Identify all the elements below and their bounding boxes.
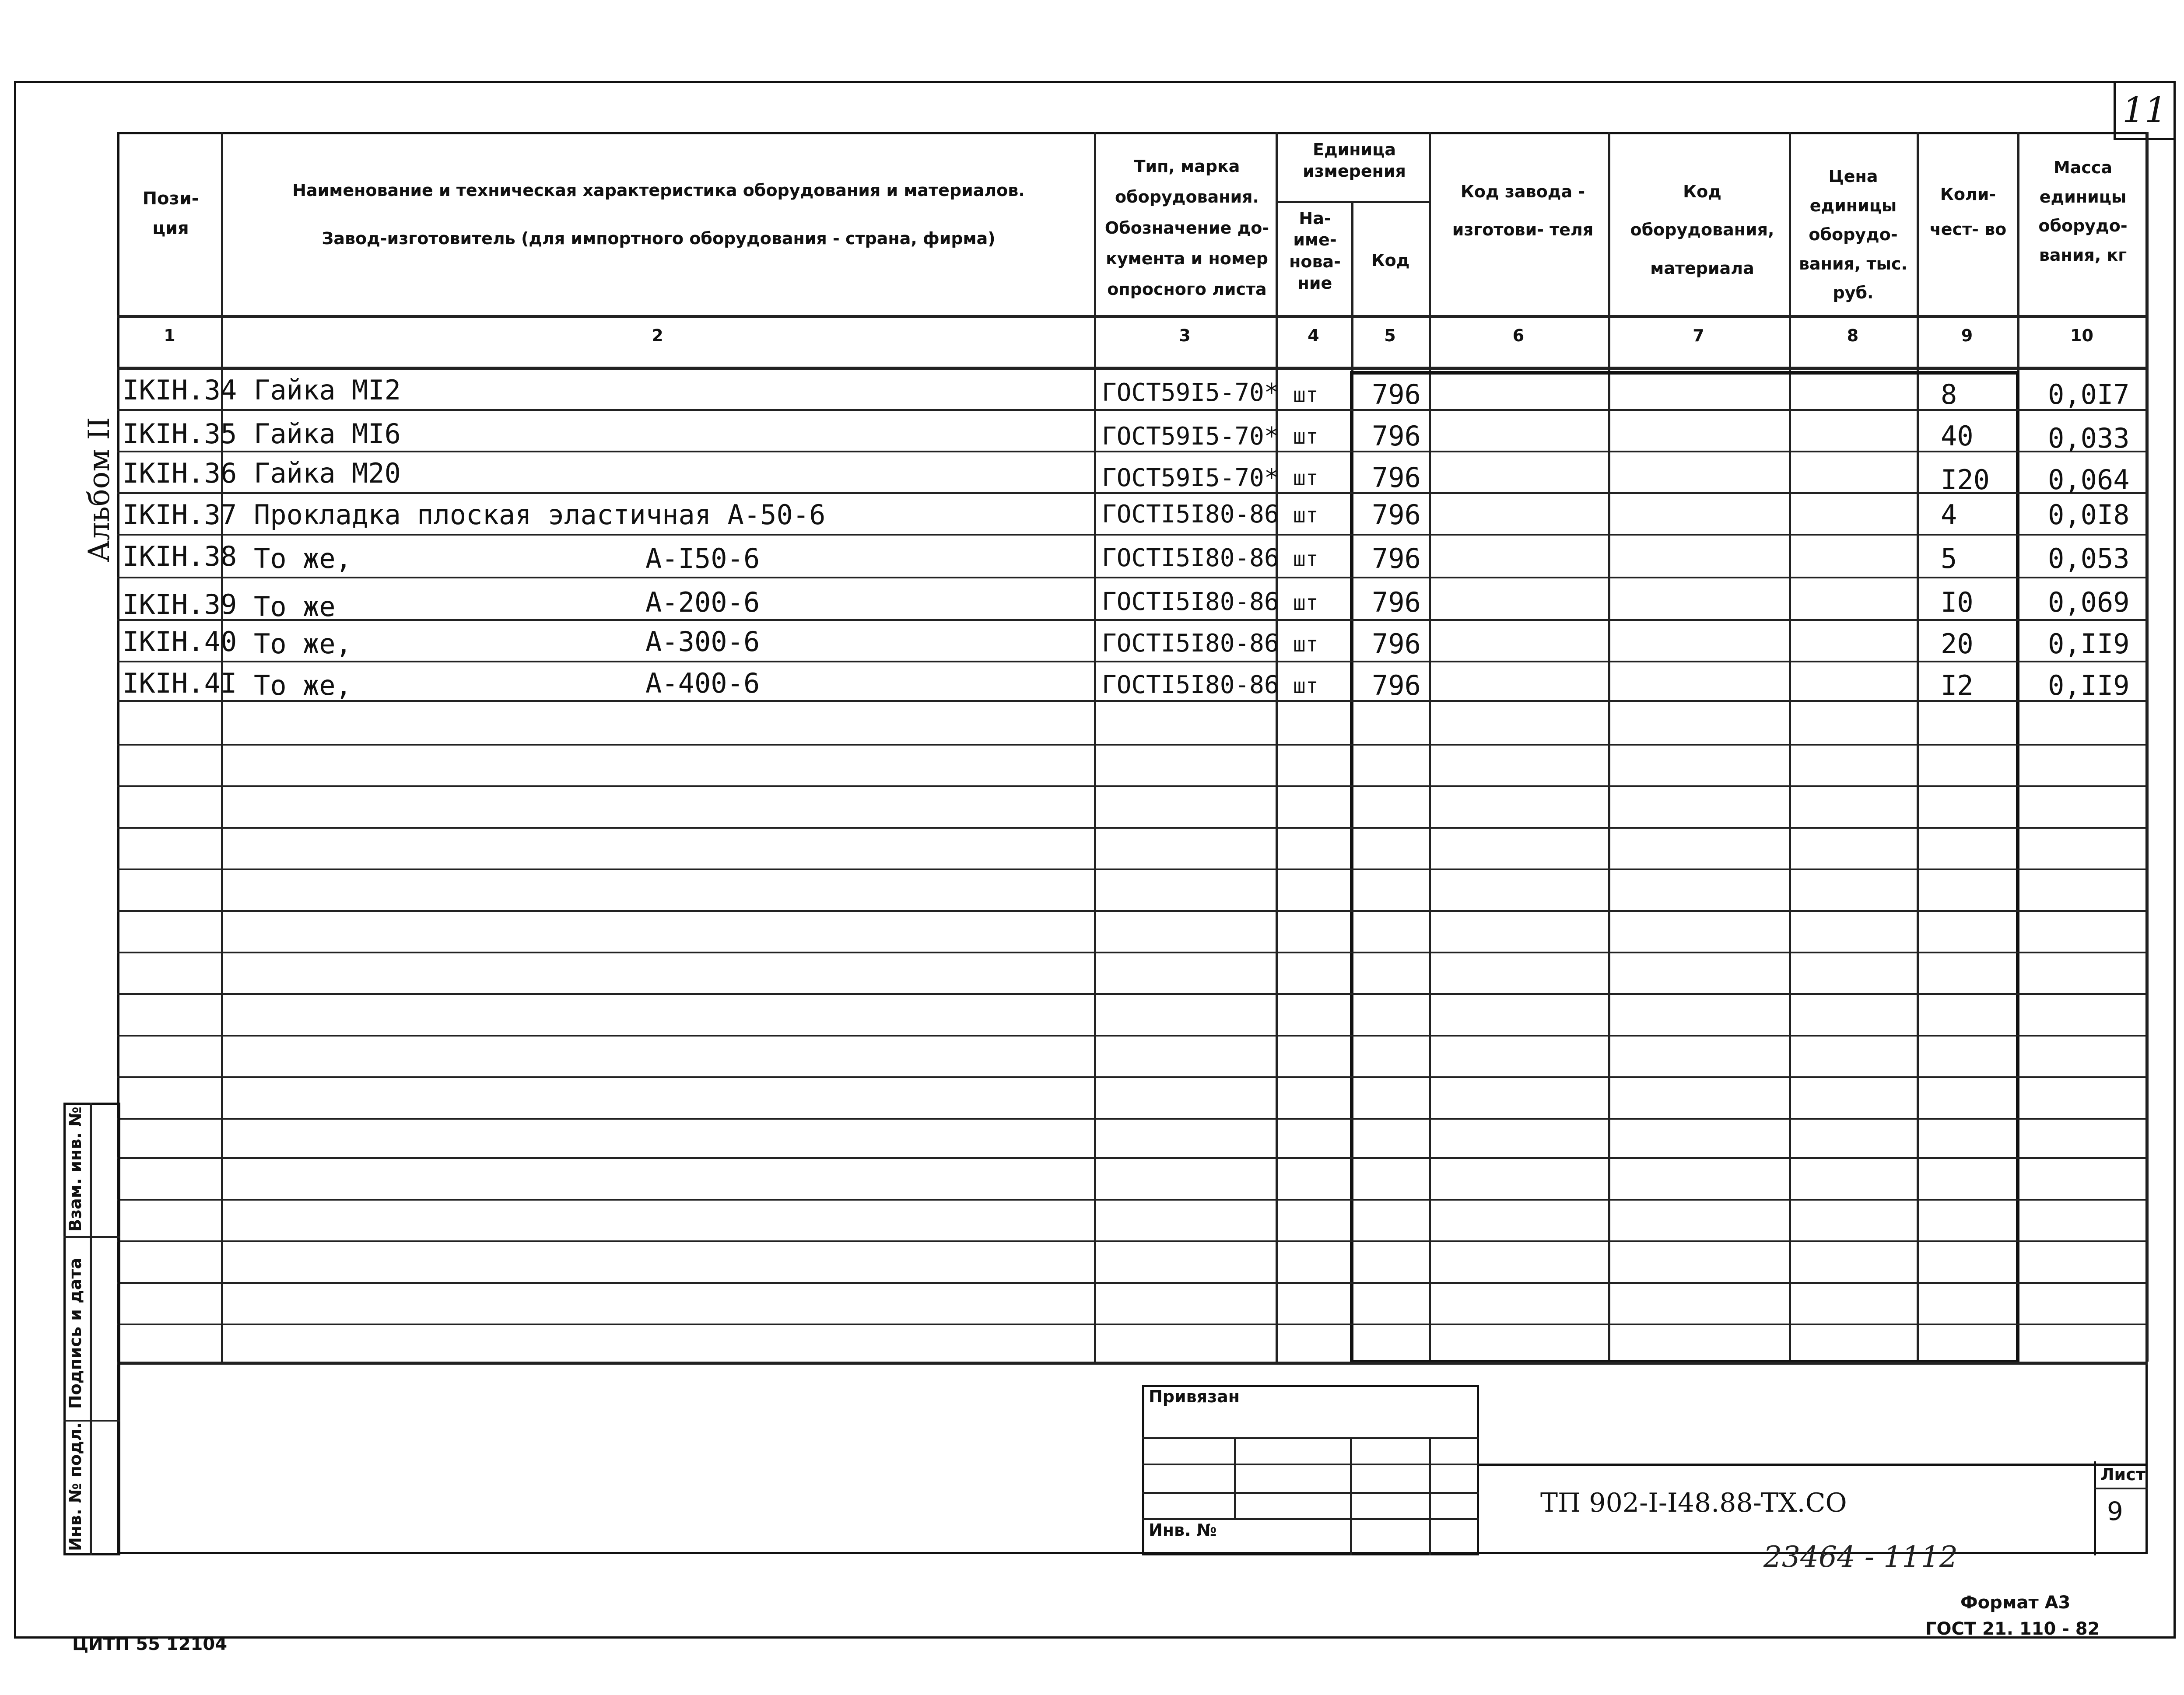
row-line <box>117 869 2148 870</box>
row-name-suffix: A-300-6 <box>645 626 760 658</box>
row-doc: ГОСТI5I80-86 <box>1102 544 1279 572</box>
row-code: 796 <box>1372 628 1421 660</box>
row-position: IKIH.35 <box>123 418 237 450</box>
row-qty: 20 <box>1941 628 1974 660</box>
col-number-10: 10 <box>2070 326 2093 345</box>
row-position: IKIH.34 <box>123 374 237 406</box>
row-line <box>117 1199 2148 1201</box>
col-number-1: 1 <box>164 326 175 345</box>
side-podpis-data: Подпись и дата <box>66 1257 85 1409</box>
row-unit: шт <box>1293 591 1318 615</box>
side-stamp-line <box>63 1420 120 1422</box>
unit-divider <box>1276 201 1429 203</box>
row-line <box>117 577 2148 578</box>
row-code: 796 <box>1372 669 1421 701</box>
row-qty: I0 <box>1941 586 1974 618</box>
row-qty: 4 <box>1941 499 1957 531</box>
row-position: IKIH.39 <box>123 588 237 620</box>
row-position: IKIH.38 <box>123 540 237 572</box>
header-col8: Цена единицы оборудо- вания, тыс. руб. <box>1799 167 1907 302</box>
row-unit: шт <box>1293 632 1318 657</box>
row-line <box>117 534 2148 536</box>
privyazan-col <box>1429 1437 1431 1555</box>
col-number-3: 3 <box>1179 326 1191 345</box>
row-position: IKIH.37 <box>123 499 237 531</box>
row-qty: 5 <box>1941 543 1957 574</box>
side-stamp-divider <box>90 1103 92 1555</box>
row-unit: шт <box>1293 503 1318 528</box>
handwritten-number-2: 12 <box>1921 1540 1958 1574</box>
row-mass: 0,II9 <box>2048 669 2130 701</box>
designation-code: ТП 902-I-I48.88-TX.CO <box>1540 1488 1847 1518</box>
header-col4: На- име- нова- ние <box>1289 209 1341 293</box>
row-name: То же, <box>254 628 352 660</box>
row-line <box>117 827 2148 829</box>
header-unit-group: Единица измерения <box>1303 140 1406 181</box>
row-unit: шт <box>1293 674 1318 698</box>
handwritten-number: 23464 - 11 <box>1763 1540 1921 1574</box>
col-number-9: 9 <box>1961 326 1973 345</box>
row-doc: ГОСТI5I80-86 <box>1102 588 1279 616</box>
row-code: 796 <box>1372 420 1421 452</box>
header-col3: Тип, марка оборудования. Обозначение до- кумента и номер опросного листа <box>1104 157 1269 299</box>
corner-number: 11 <box>2122 90 2167 130</box>
row-name-suffix: A-400-6 <box>645 667 760 699</box>
side-inv-podl: Инв. № подл. <box>66 1422 85 1551</box>
inv-no-label: Инв. № <box>1149 1520 1217 1540</box>
format-label: Формат А3 <box>1960 1593 2071 1613</box>
row-doc: ГОСТ59I5-70* <box>1102 464 1279 492</box>
row-position: IKIH.36 <box>123 457 237 489</box>
row-mass: 0,0I8 <box>2048 499 2130 531</box>
row-code: 796 <box>1372 378 1421 410</box>
row-name: То же <box>254 591 336 623</box>
printer-label: ЦИТП 55 12104 <box>72 1634 228 1654</box>
row-unit: шт <box>1293 466 1318 490</box>
header-col10: Масса единицы оборудо- вания, кг <box>2038 158 2128 265</box>
table-body-bottom <box>117 1362 2148 1365</box>
row-line <box>117 1282 2148 1284</box>
album-label: Альбом II <box>82 417 116 562</box>
row-line <box>117 1076 2148 1078</box>
row-mass: 0,II9 <box>2048 628 2130 660</box>
header-col5: Код <box>1371 251 1410 270</box>
row-qty: 40 <box>1941 420 1974 452</box>
row-line <box>117 1157 2148 1159</box>
privyazan-col <box>1234 1437 1236 1518</box>
row-mass: 0,0I7 <box>2048 378 2130 410</box>
row-line <box>117 619 2148 621</box>
header-col2-line1: Наименование и техническая характеристика оборудования и материалов. <box>292 181 1025 200</box>
row-name: Гайка M20 <box>254 457 401 489</box>
header-col9: Коли- чест- во <box>1929 185 2007 239</box>
row-line <box>117 492 2148 494</box>
col-number-8: 8 <box>1847 326 1859 345</box>
row-line <box>117 451 2148 452</box>
row-line <box>117 993 2148 995</box>
row-name: Прокладка плоская эластичная A-50-6 <box>254 499 826 531</box>
row-name-suffix: A-200-6 <box>645 586 760 618</box>
row-unit: шт <box>1293 547 1318 571</box>
row-line <box>117 1324 2148 1325</box>
gost-label: ГОСТ 21. 110 - 82 <box>1925 1619 2100 1639</box>
row-code: 796 <box>1372 499 1421 531</box>
col-number-6: 6 <box>1512 326 1525 345</box>
row-line <box>117 700 2148 702</box>
header-bottom <box>117 315 2148 318</box>
row-doc: ГОСТI5I80-86 <box>1102 629 1279 658</box>
privyazan-col <box>1350 1437 1352 1555</box>
row-doc: ГОСТ59I5-70* <box>1102 422 1279 451</box>
row-qty: I2 <box>1941 669 1974 701</box>
col-number-5: 5 <box>1384 326 1396 345</box>
row-doc: ГОСТ59I5-70* <box>1102 378 1279 407</box>
col-number-2: 2 <box>652 326 663 345</box>
row-name: Гайка MI2 <box>254 374 401 406</box>
row-mass: 0,064 <box>2048 464 2130 496</box>
side-vzam-inv: Взам. инв. № <box>66 1107 85 1232</box>
row-doc: ГОСТI5I80-86 <box>1102 500 1279 529</box>
row-line <box>117 1035 2148 1037</box>
row-code: 796 <box>1372 543 1421 574</box>
list-box-line <box>2094 1488 2148 1489</box>
row-code: 796 <box>1372 586 1421 618</box>
header-col7: Код оборудования, материала <box>1630 182 1774 278</box>
row-mass: 0,069 <box>2048 586 2130 618</box>
privyazan-label: Привязан <box>1149 1387 1240 1406</box>
row-unit: шт <box>1293 424 1318 449</box>
col-number-4: 4 <box>1308 326 1319 345</box>
row-qty: I20 <box>1941 464 1990 496</box>
row-doc: ГОСТI5I80-86 <box>1102 671 1279 699</box>
row-code: 796 <box>1372 462 1421 494</box>
list-label: Лист <box>2100 1465 2145 1484</box>
row-name-suffix: A-I50-6 <box>645 543 760 574</box>
thick-box <box>1350 371 2019 1363</box>
row-position: IKIH.40 <box>123 626 237 658</box>
row-mass: 0,033 <box>2048 422 2130 454</box>
col-number-7: 7 <box>1693 326 1704 345</box>
row-name: Гайка MI6 <box>254 418 401 450</box>
row-line <box>117 661 2148 662</box>
side-stamp-line <box>63 1236 120 1238</box>
row-name: То же, <box>254 669 352 701</box>
list-number: 9 <box>2107 1496 2123 1526</box>
row-qty: 8 <box>1941 378 1957 410</box>
header-col2-line2: Завод-изготовитель (для импортного оборудования - страна, фирма) <box>322 229 996 248</box>
row-position: IKIH.4I <box>123 667 237 699</box>
header-col1: Пози- ция <box>142 189 199 238</box>
row-line <box>117 785 2148 787</box>
row-mass: 0,053 <box>2048 543 2130 574</box>
colnum-bottom <box>117 367 2148 370</box>
row-name: То же, <box>254 543 352 574</box>
row-line <box>117 1240 2148 1242</box>
row-line <box>117 409 2148 411</box>
row-line <box>117 952 2148 953</box>
header-col6: Код завода - изготови- теля <box>1452 182 1594 240</box>
row-unit: шт <box>1293 383 1318 407</box>
row-line <box>117 744 2148 746</box>
row-line <box>117 910 2148 912</box>
row-line <box>117 1118 2148 1120</box>
